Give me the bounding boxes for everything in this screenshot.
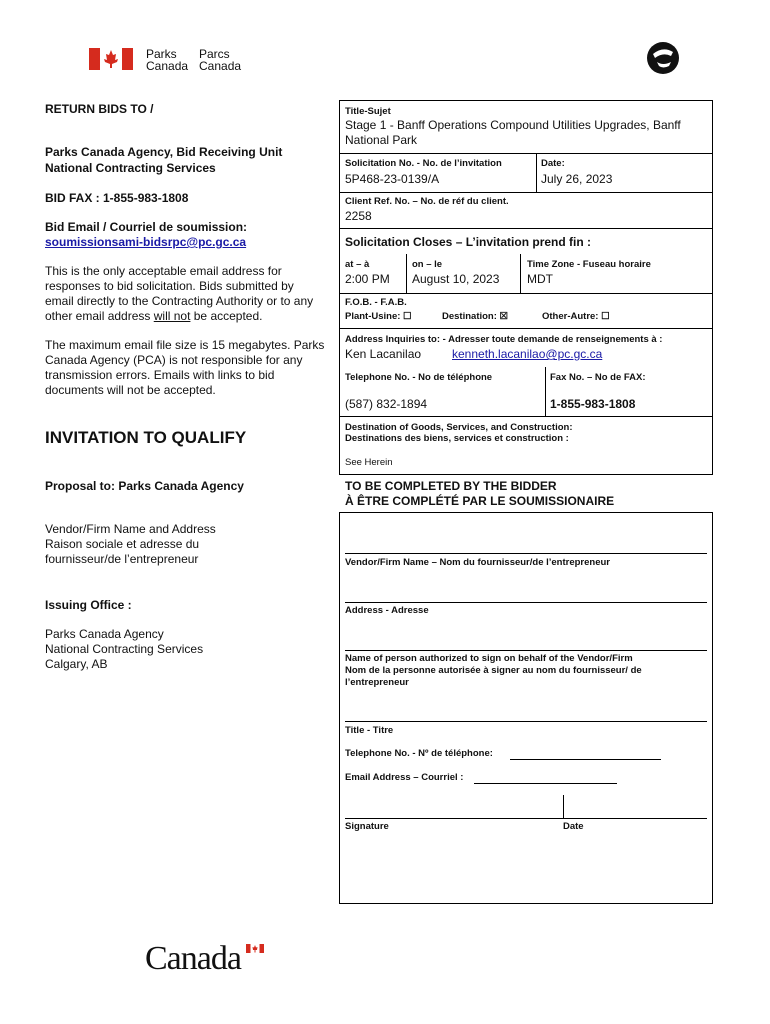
email-note-line: This is the only acceptable email address for <box>45 264 282 278</box>
signature-label: Signature <box>345 821 389 832</box>
issuing-line: Calgary, AB <box>45 657 108 671</box>
client-ref-label: Client Ref. No. – No. de réf du client. <box>345 196 509 207</box>
header-parks-en: Parks <box>146 47 177 61</box>
vendor-name-field[interactable] <box>345 553 707 554</box>
plant-option[interactable]: Plant-Usine: ☐ <box>345 311 412 322</box>
max-size-note <box>45 338 345 398</box>
authorized-name-field[interactable] <box>345 650 707 651</box>
bid-fax: BID FAX : 1-855-983-1808 <box>45 191 189 205</box>
on-label: on – le <box>412 259 443 270</box>
email-note <box>45 264 335 324</box>
phone-value: (587) 832-1894 <box>345 397 428 411</box>
closes-heading: Solicitation Closes – L’invitation prend fin : <box>345 235 592 249</box>
fob-label: F.O.B. - F.A.B. <box>345 297 407 308</box>
date-signed-label: Date <box>563 821 584 832</box>
vendor-name-label: Vendor/Firm Name – Nom du fournisseur/de l’entrepreneur <box>345 557 611 568</box>
vendor-line: Raison sociale et adresse du <box>45 537 200 551</box>
on-value: August 10, 2023 <box>412 272 500 286</box>
issuing-office <box>45 627 203 672</box>
authorized-line: Nom de la personne autorisée à signer au nom du fournisseur/ de <box>345 665 642 676</box>
timezone-value: MDT <box>527 272 553 286</box>
bid-email-link[interactable]: soumissionsami-bidsrpc@pc.gc.ca <box>45 235 247 249</box>
authorized-label <box>345 653 707 689</box>
date-value: July 26, 2023 <box>541 172 613 186</box>
email-note-line: other email address will not be accepted. <box>45 309 263 323</box>
destination-option[interactable]: Destination: ☒ <box>442 311 509 322</box>
email-note-line: responses to bid solicitation. Bids submitted by <box>45 279 294 293</box>
issuing-line: National Contracting Services <box>45 642 204 656</box>
client-ref-value: 2258 <box>345 209 372 223</box>
inquiries-label: Address Inquiries to: - Adresser toute demande de renseignements à : <box>345 334 663 345</box>
fax-label: Fax No. – No de FAX: <box>550 372 646 383</box>
solicitation-label: Solicitation No. - No. de l’invitation <box>345 158 502 169</box>
bidder-heading-en: TO BE COMPLETED BY THE BIDDER <box>345 479 557 493</box>
phone-label: Telephone No. - No de téléphone <box>345 372 493 383</box>
issuing-office-label: Issuing Office : <box>45 598 132 612</box>
wordmark-flag-icon <box>246 944 264 953</box>
agency-line-1: Parks Canada Agency, Bid Receiving Unit <box>45 145 283 159</box>
bidder-heading-fr: À ÊTRE COMPLÉTÉ PAR LE SOUMISSIONAIRE <box>345 494 615 508</box>
vendor-line: fournisseur/de l’entrepreneur <box>45 552 199 566</box>
header-canada-fr: Canada <box>199 59 242 73</box>
proposal-to: Proposal to: Parks Canada Agency <box>45 479 244 493</box>
invitation-heading: INVITATION TO QUALIFY <box>45 428 247 447</box>
solicitation-box <box>339 100 713 475</box>
header-canada-en: Canada <box>146 59 189 73</box>
title-line: Stage 1 - Banff Operations Compound Utilities Upgrades, Banff <box>345 118 681 132</box>
at-value: 2:00 PM <box>345 272 390 286</box>
max-size-line: documents will not be accepted. <box>45 383 216 397</box>
at-label: at – à <box>345 259 370 270</box>
address-label: Address - Adresse <box>345 605 429 616</box>
canada-wordmark <box>145 940 241 978</box>
timezone-label: Time Zone - Fuseau horaire <box>527 259 651 270</box>
bidder-box <box>339 512 713 904</box>
contact-email-link[interactable]: kenneth.lacanilao@pc.gc.ca <box>452 347 603 361</box>
signature-field[interactable] <box>345 818 707 819</box>
other-option[interactable]: Other-Autre: ☐ <box>542 311 610 322</box>
telephone-label: Telephone No. - Nº de téléphone: <box>345 748 493 759</box>
canada-flag-icon <box>89 48 133 70</box>
vendor-line: Vendor/Firm Name and Address <box>45 522 216 536</box>
email-label: Email Address – Courriel : <box>345 772 464 783</box>
issuing-line: Parks Canada Agency <box>45 627 164 641</box>
title-titre-label: Title - Titre <box>345 725 394 736</box>
destination-goods-fr: Destinations des biens, services et construction : <box>345 433 569 444</box>
max-size-line: transmission errors. Emails with links to bid <box>45 368 275 382</box>
max-size-line: Canada Agency (PCA) is not responsible for any <box>45 353 303 367</box>
solicitation-number: 5P468-23-0139/A <box>345 172 440 186</box>
telephone-field[interactable] <box>510 759 661 760</box>
address-field[interactable] <box>345 602 707 603</box>
bid-email-label: Bid Email / Courriel de soumission: <box>45 220 248 234</box>
email-note-line: email directly to the Contracting Authority or to any <box>45 294 314 308</box>
authorized-line: Name of person authorized to sign on behalf of the Vendor/Firm <box>345 653 633 664</box>
vendor-firm-label <box>45 522 216 567</box>
title-label: Title-Sujet <box>345 106 391 117</box>
title-field[interactable] <box>345 721 707 722</box>
project-title <box>345 118 707 148</box>
wordmark-text: Canada <box>145 940 241 977</box>
date-label: Date: <box>541 158 565 169</box>
title-line: National Park <box>345 133 418 147</box>
max-size-line: The maximum email file size is 15 megabytes. Parks <box>45 338 325 352</box>
email-field[interactable] <box>474 783 617 784</box>
see-herein: See Herein <box>345 457 393 468</box>
return-bids-label: RETURN BIDS TO / <box>45 102 154 116</box>
beaver-logo-icon <box>645 40 681 76</box>
destination-goods-en: Destination of Goods, Services, and Construction: <box>345 422 573 433</box>
authorized-line: l’entrepreneur <box>345 677 409 688</box>
header-parks-fr: Parcs <box>199 47 230 61</box>
fax-value: 1-855-983-1808 <box>550 397 636 411</box>
agency-line-2: National Contracting Services <box>45 161 216 175</box>
contact-name: Ken Lacanilao <box>345 347 422 361</box>
